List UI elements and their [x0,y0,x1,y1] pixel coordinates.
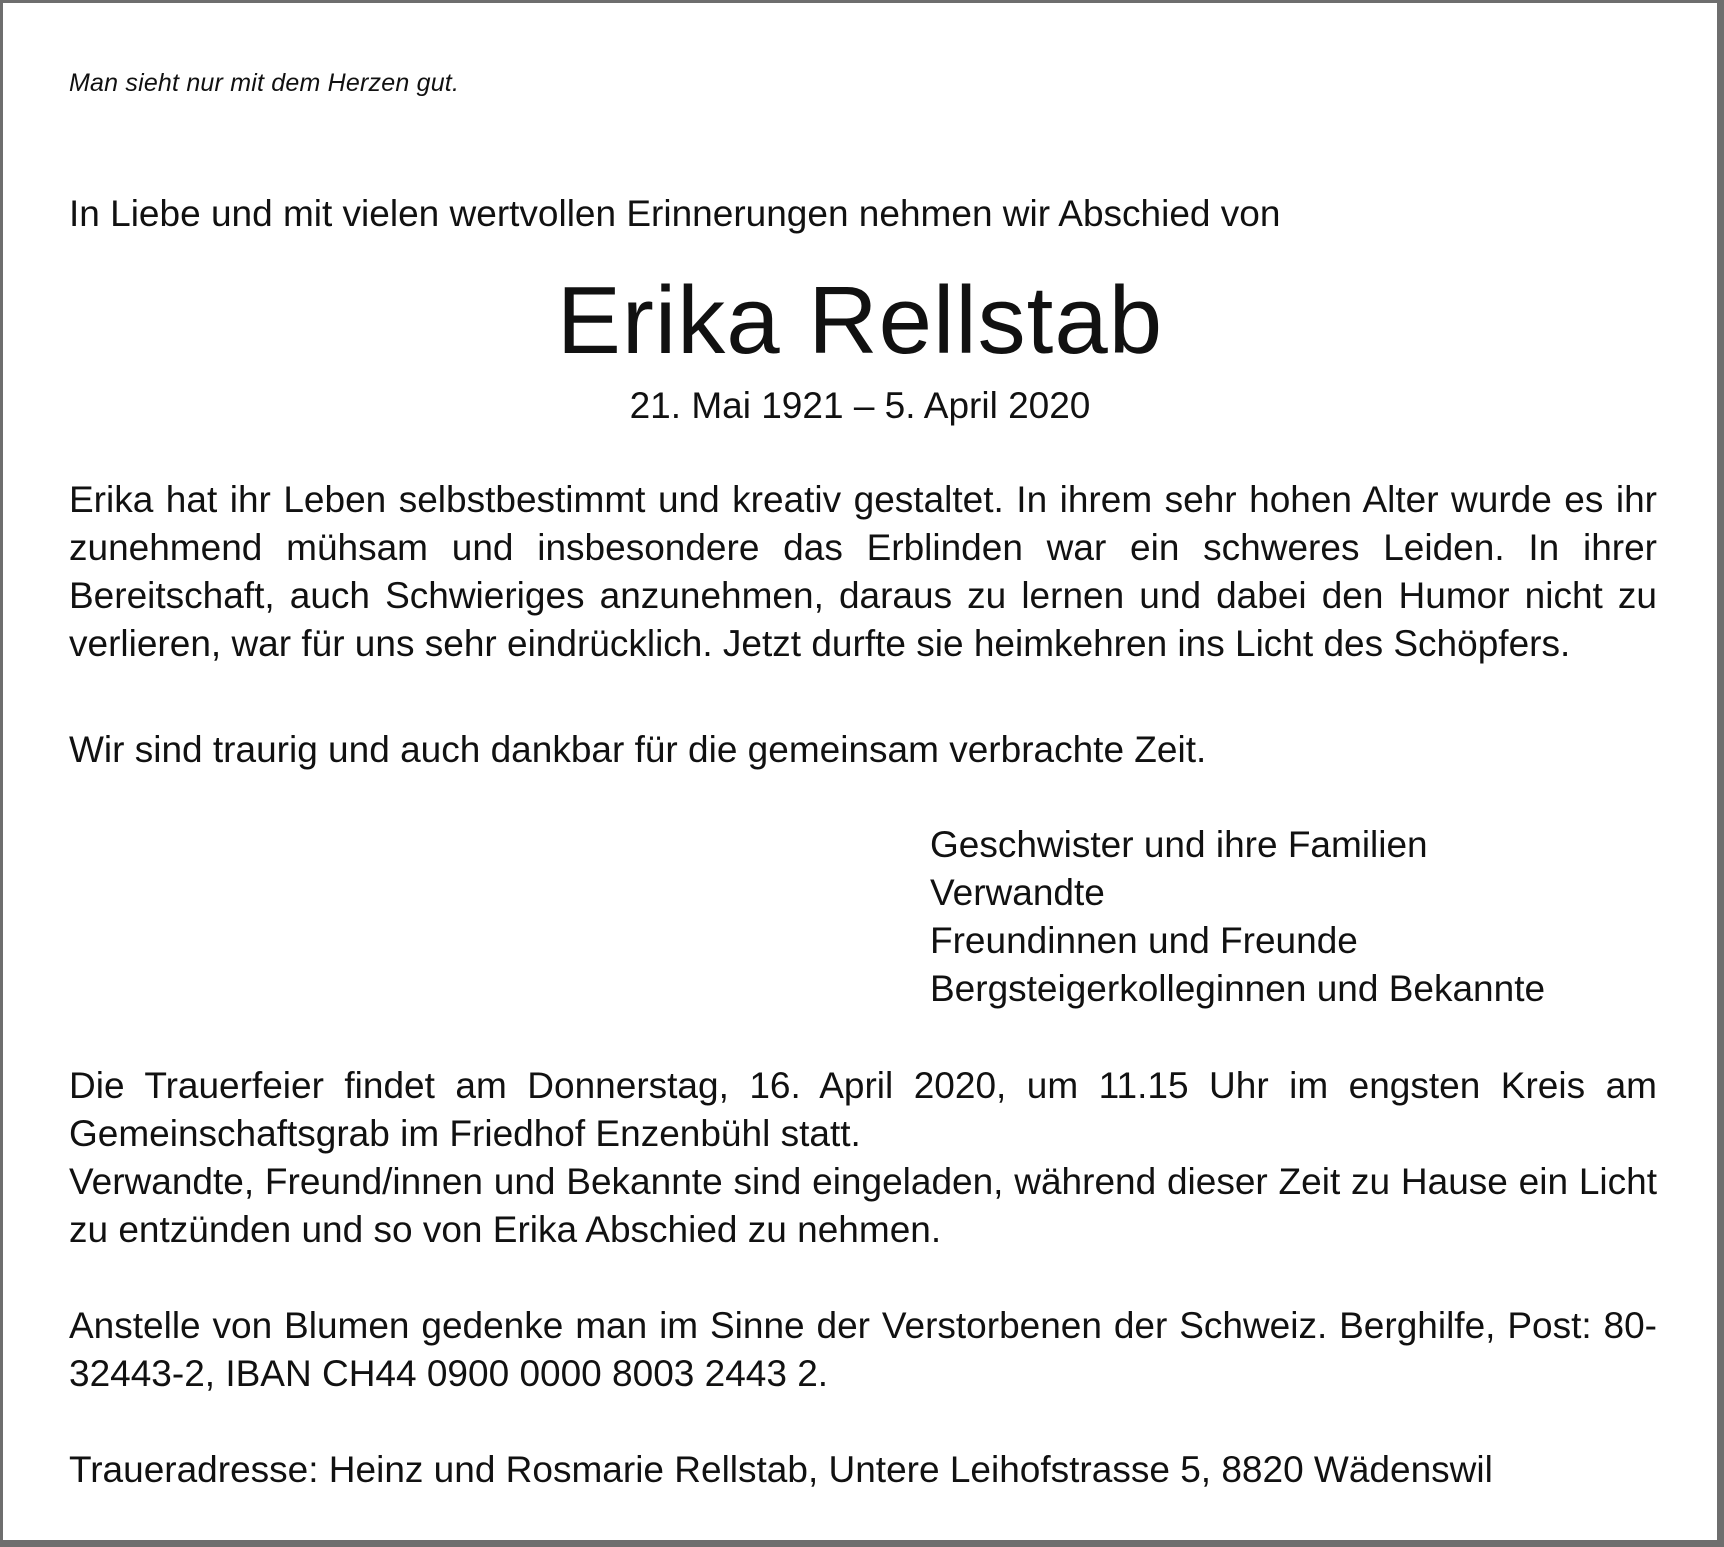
ceremony-invitation: Verwandte, Freund/innen und Bekannte sind eingeladen, während dieser Zeit zu Hause ein Licht zu entzünden und so von Erika Abschied zu nehmen. [69,1161,1657,1250]
tribute-paragraph: Erika hat ihr Leben selbstbestimmt und kreativ gestaltet. In ihrem sehr hohen Alter wurde es ihr zunehmend mühsam und insbesondere das Erblinden war ein schweres Leiden. In ihrer Bereitschaft, auch Schwieriges anzunehmen, daraus zu lernen und dabei den Humor nicht zu verlieren, war für uns sehr eindrücklich. Jetzt durfte sie heimkehren ins Licht des Schöpfers. [69,479,1657,664]
signer-entry: Bergsteigerkolleginnen und Bekannte [930,968,1546,1009]
deceased-name: Erika Rellstab [556,267,1164,374]
intro-text: In Liebe und mit vielen wertvollen Erinnerungen nehmen wir Abschied von [69,193,1281,234]
motto-quote: Man sieht nur mit dem Herzen gut. [69,69,460,97]
obituary-notice [3,3,1717,1540]
gratitude-line: Wir sind traurig und auch dankbar für die gemeinsam verbrachte Zeit. [69,729,1207,770]
ceremony-details: Die Trauerfeier findet am Donnerstag, 16. April 2020, um 11.15 Uhr im engsten Kreis am Gemeinschaftsgrab im Friedhof Enzenbühl statt. [69,1065,1657,1154]
signer-entry: Freundinnen und Freunde [930,920,1358,961]
signer-entry: Verwandte [930,872,1105,913]
donation-note: Anstelle von Blumen gedenke man im Sinne der Verstorbenen der Schweiz. Berghilfe, Post: 80-32443-2, IBAN CH44 0900 0000 8003 2443 2. [69,1305,1657,1394]
signer-entry: Geschwister und ihre Familien [930,824,1428,865]
life-dates: 21. Mai 1921 – 5. April 2020 [629,385,1091,426]
mourning-address: Traueradresse: Heinz und Rosmarie Rellstab, Untere Leihofstrasse 5, 8820 Wädenswil [69,1449,1493,1490]
signers-list [930,821,1545,1013]
